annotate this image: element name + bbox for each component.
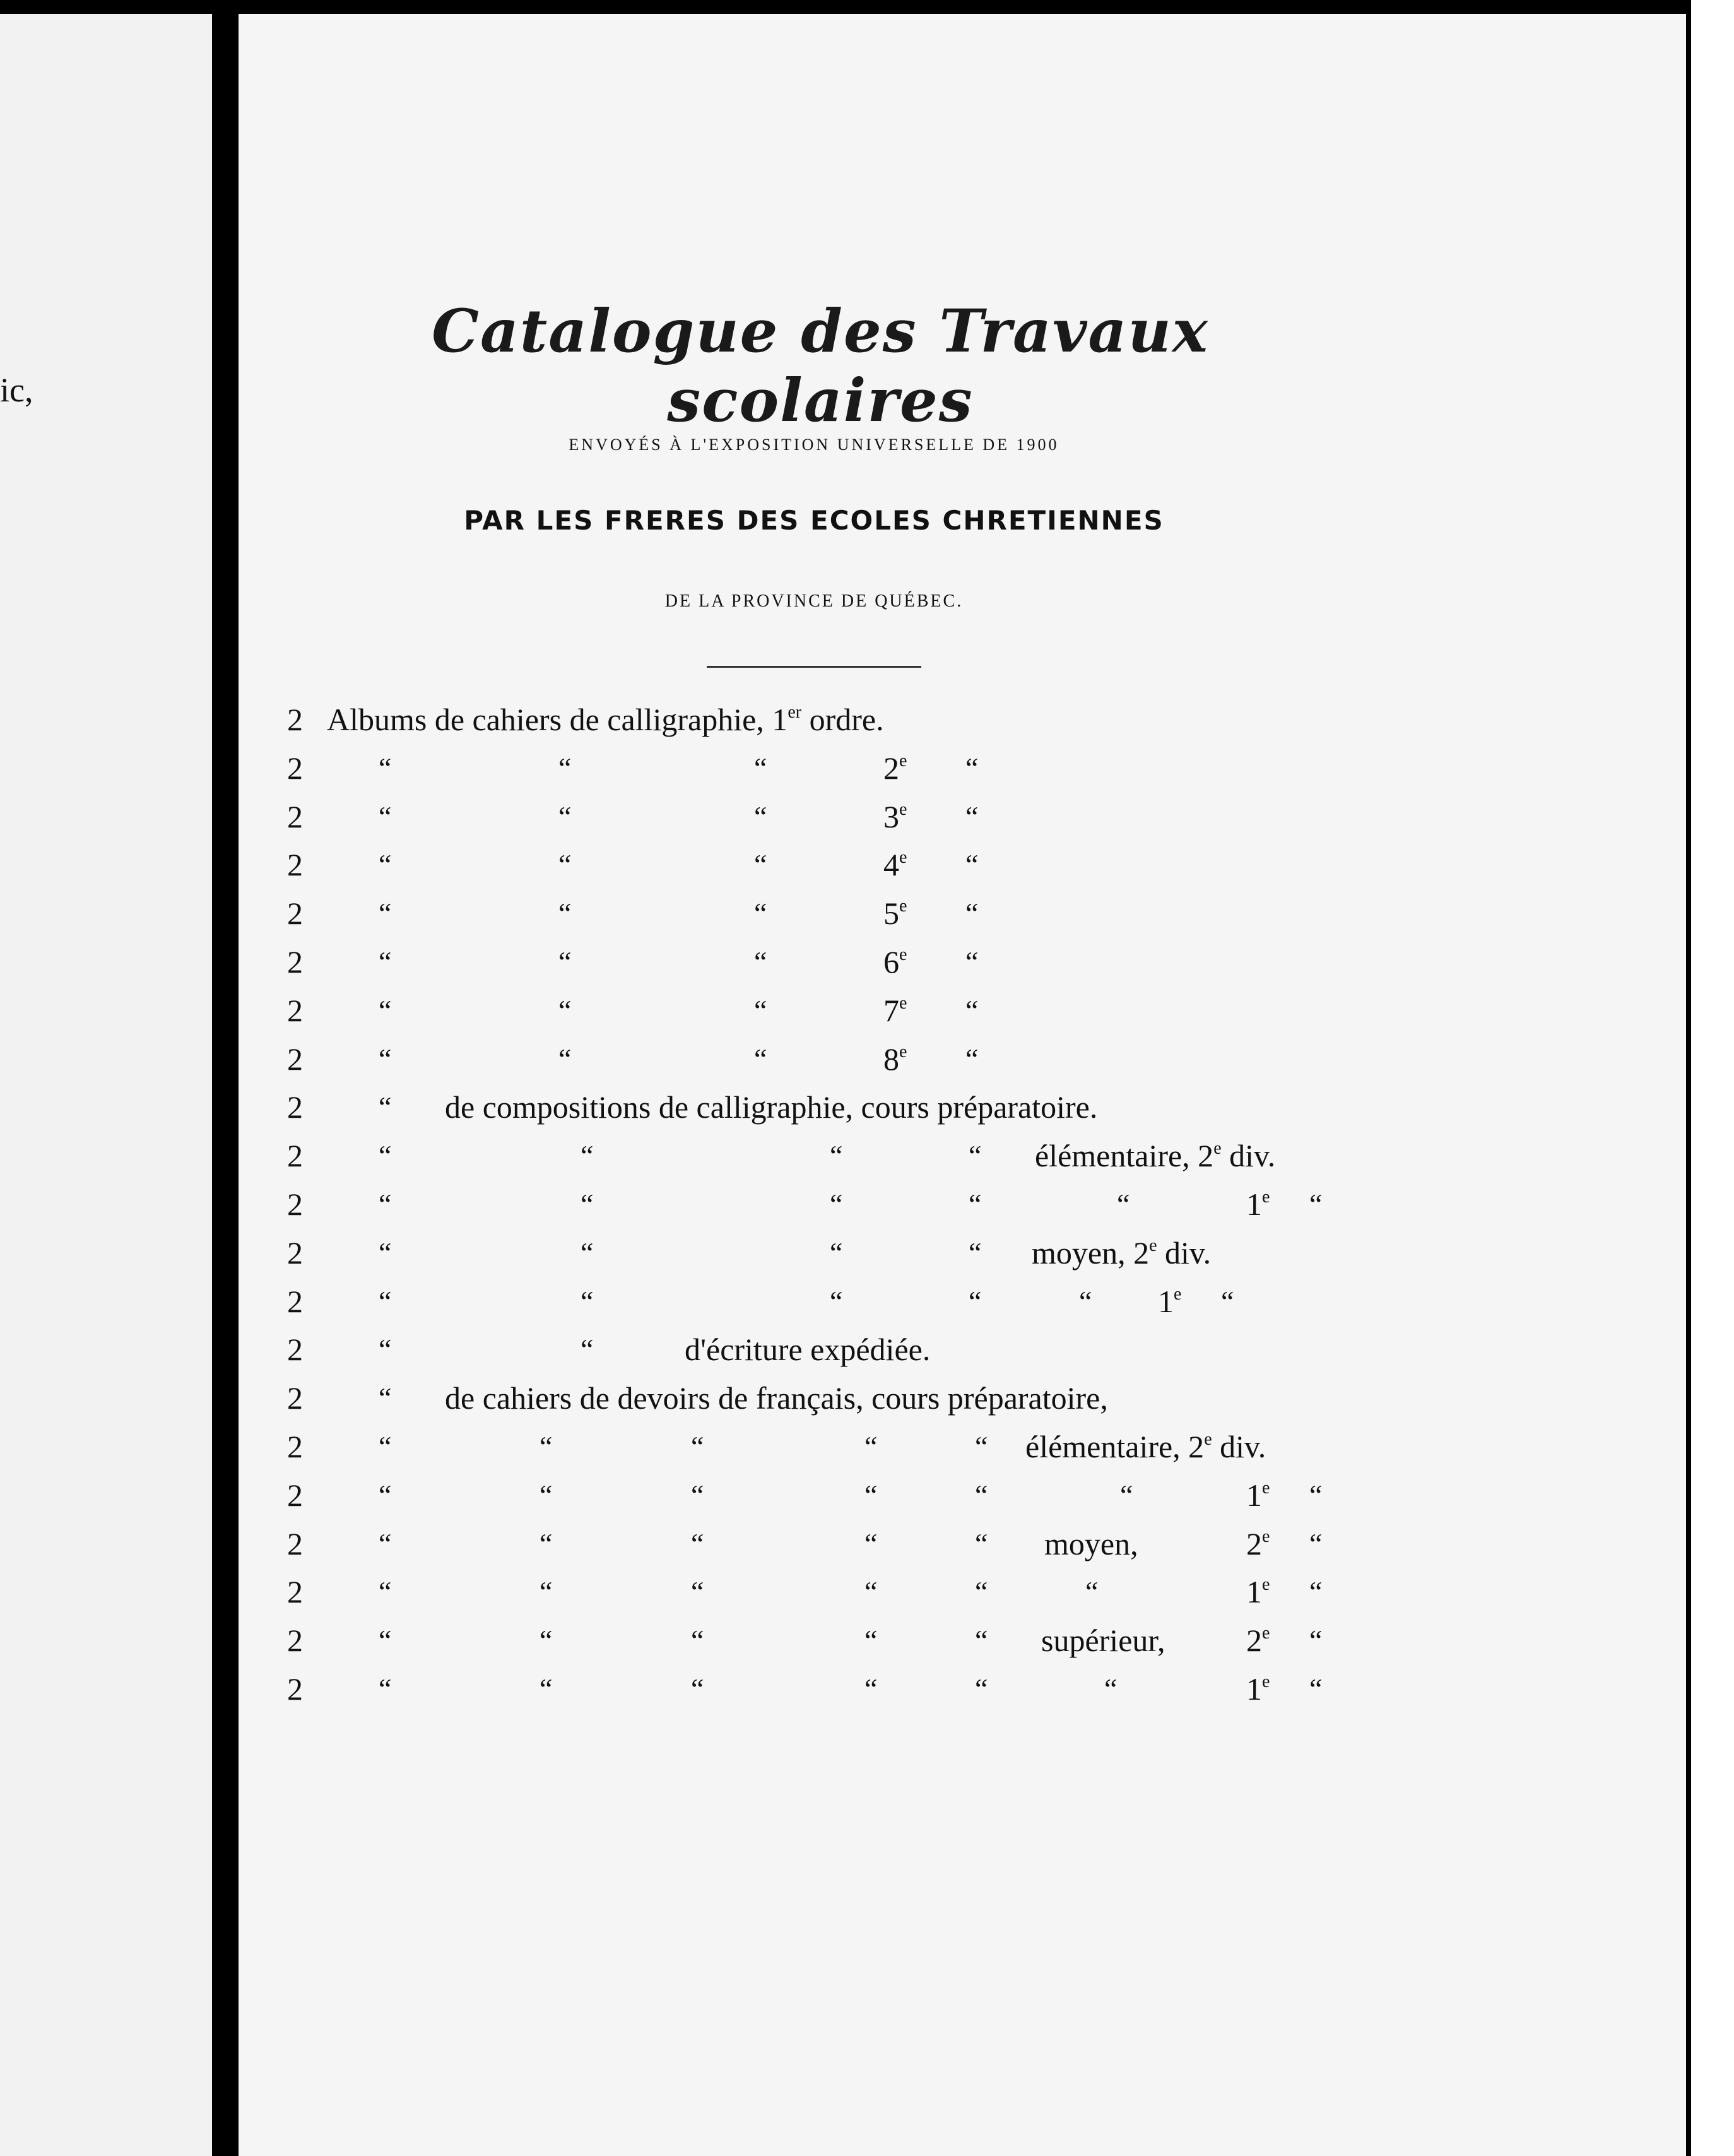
ditto-mark: “ xyxy=(379,1527,392,1560)
catalogue-row xyxy=(0,1424,1734,1469)
quantity: 2 xyxy=(287,896,303,932)
ditto-mark: “ xyxy=(379,1139,392,1172)
ordinal-suffix: e xyxy=(899,993,907,1013)
ditto-mark: “ xyxy=(965,897,979,930)
catalogue-row xyxy=(0,1327,1734,1371)
catalogue-title: Catalogue des Travaux scolaires xyxy=(432,297,1209,435)
item-description: 1e xyxy=(1246,1477,1270,1513)
ditto-mark: “ xyxy=(581,1284,594,1317)
ditto-mark: “ xyxy=(691,1624,704,1657)
quantity: 2 xyxy=(287,1283,303,1319)
catalogue-row xyxy=(0,1667,1734,1711)
ditto-mark: “ xyxy=(830,1236,843,1269)
catalogue-row xyxy=(0,891,1734,935)
catalogue-row xyxy=(0,1522,1734,1566)
ditto-mark: “ xyxy=(754,993,767,1026)
ditto-mark: “ xyxy=(1104,1673,1118,1705)
quantity: 2 xyxy=(287,750,303,786)
ditto-mark: “ xyxy=(830,1139,843,1172)
ditto-mark: “ xyxy=(864,1673,878,1705)
ditto-mark: “ xyxy=(1309,1478,1323,1511)
ordinal-suffix: e xyxy=(899,799,907,819)
catalogue-row xyxy=(0,1570,1734,1614)
ditto-mark: “ xyxy=(969,1236,982,1269)
ordinal-suffix: e xyxy=(1262,1187,1270,1207)
ditto-mark: “ xyxy=(975,1478,988,1511)
ditto-mark: “ xyxy=(379,1430,392,1462)
ditto-mark: “ xyxy=(379,1091,392,1123)
catalogue-row xyxy=(0,746,1734,790)
ditto-mark: “ xyxy=(864,1478,878,1511)
ditto-mark: “ xyxy=(1309,1673,1323,1705)
ditto-mark: “ xyxy=(864,1575,878,1608)
publisher-line: PAR LES FRERES DES ECOLES CHRETIENNES xyxy=(464,505,1164,536)
ditto-mark: “ xyxy=(691,1673,704,1705)
ditto-mark: “ xyxy=(830,1284,843,1317)
ditto-mark: “ xyxy=(1079,1284,1092,1317)
ditto-mark: “ xyxy=(1309,1624,1323,1657)
ordinal-suffix: e xyxy=(1262,1623,1270,1644)
ditto-mark: “ xyxy=(379,751,392,784)
ditto-mark: “ xyxy=(691,1575,704,1608)
header-divider xyxy=(707,666,921,668)
ditto-mark: “ xyxy=(965,751,979,784)
ditto-mark: “ xyxy=(379,800,392,832)
item-description: moyen, xyxy=(1044,1525,1138,1561)
catalogue-row xyxy=(0,697,1734,742)
ordinal-suffix: e xyxy=(1174,1284,1182,1304)
ditto-mark: “ xyxy=(558,993,572,1026)
ditto-mark: “ xyxy=(581,1188,594,1220)
quantity: 2 xyxy=(287,1041,303,1077)
ditto-mark: “ xyxy=(691,1478,704,1511)
catalogue-row xyxy=(0,1231,1734,1275)
item-description: 8e xyxy=(883,1041,907,1077)
quantity: 2 xyxy=(287,1235,303,1270)
item-description: 1e xyxy=(1246,1671,1270,1707)
catalogue-row xyxy=(0,1037,1734,1081)
ditto-mark: “ xyxy=(754,848,767,881)
item-description: 5e xyxy=(883,896,907,932)
item-description: 1e xyxy=(1158,1283,1182,1319)
ditto-mark: “ xyxy=(864,1527,878,1560)
ordinal-suffix: e xyxy=(899,896,907,916)
ditto-mark: “ xyxy=(1309,1188,1323,1220)
catalogue-row xyxy=(0,1182,1734,1226)
ditto-mark: “ xyxy=(965,800,979,832)
quantity: 2 xyxy=(287,702,303,737)
catalogue-row xyxy=(0,1473,1734,1517)
quantity: 2 xyxy=(287,1574,303,1610)
ditto-mark: “ xyxy=(379,1042,392,1075)
quantity: 2 xyxy=(287,1525,303,1561)
ordinal-suffix: e xyxy=(899,848,907,868)
quantity: 2 xyxy=(287,1477,303,1513)
item-description: 7e xyxy=(883,992,907,1028)
ditto-mark: “ xyxy=(754,1042,767,1075)
ditto-mark: “ xyxy=(1221,1284,1234,1317)
quantity: 2 xyxy=(287,992,303,1028)
catalogue-subtitle: ENVOYÉS À L'EXPOSITION UNIVERSELLE DE 1900 xyxy=(569,435,1059,454)
catalogue-row xyxy=(0,795,1734,839)
ditto-mark: “ xyxy=(558,848,572,881)
ordinal-suffix: e xyxy=(1262,1575,1270,1595)
ditto-mark: “ xyxy=(975,1673,988,1705)
ditto-mark: “ xyxy=(965,993,979,1026)
catalogue-row xyxy=(0,988,1734,1033)
ditto-mark: “ xyxy=(965,1042,979,1075)
ditto-mark: “ xyxy=(558,945,572,978)
item-description: 4e xyxy=(883,847,907,883)
catalogue-row xyxy=(0,1279,1734,1324)
ditto-mark: “ xyxy=(1120,1478,1133,1511)
ditto-mark: “ xyxy=(540,1624,553,1657)
ditto-mark: “ xyxy=(1085,1575,1099,1608)
ditto-mark: “ xyxy=(558,1042,572,1075)
item-description: 2e xyxy=(883,750,907,786)
ordinal-suffix: e xyxy=(899,945,907,964)
quantity: 2 xyxy=(287,1332,303,1368)
ditto-mark: “ xyxy=(558,897,572,930)
quantity: 2 xyxy=(287,1380,303,1416)
ditto-mark: “ xyxy=(754,945,767,978)
ditto-mark: “ xyxy=(581,1333,594,1366)
item-description: 1e xyxy=(1246,1574,1270,1610)
quantity: 2 xyxy=(287,1138,303,1174)
catalogue-row xyxy=(0,1134,1734,1178)
item-description: d'écriture expédiée. xyxy=(685,1332,931,1368)
quantity: 2 xyxy=(287,1623,303,1659)
ditto-mark: “ xyxy=(540,1478,553,1511)
ordinal-suffix: e xyxy=(1204,1430,1212,1449)
ordinal-suffix: er xyxy=(787,702,802,722)
previous-page-text-fragment: ic, xyxy=(0,371,33,409)
item-description: de compositions de calligraphie, cours préparatoire. xyxy=(445,1089,1098,1125)
catalogue-row xyxy=(0,940,1734,984)
ordinal-suffix: e xyxy=(899,1041,907,1062)
ditto-mark: “ xyxy=(558,800,572,832)
ditto-mark: “ xyxy=(754,751,767,784)
quantity: 2 xyxy=(287,1089,303,1125)
catalogue-row xyxy=(0,1376,1734,1420)
ditto-mark: “ xyxy=(975,1527,988,1560)
item-description: de cahiers de devoirs de français, cours préparatoire, xyxy=(445,1380,1108,1416)
ordinal-suffix: e xyxy=(1213,1139,1222,1159)
item-description: 1e xyxy=(1246,1187,1270,1222)
ditto-mark: “ xyxy=(379,1284,392,1317)
ditto-mark: “ xyxy=(691,1430,704,1462)
item-description: moyen, 2e div. xyxy=(1032,1235,1212,1270)
quantity: 2 xyxy=(287,798,303,834)
ditto-mark: “ xyxy=(379,1624,392,1657)
ditto-mark: “ xyxy=(540,1575,553,1608)
ditto-mark: “ xyxy=(379,993,392,1026)
catalogue-row xyxy=(0,1618,1734,1662)
ditto-mark: “ xyxy=(1117,1188,1130,1220)
ordinal-suffix: e xyxy=(1149,1235,1157,1255)
ditto-mark: “ xyxy=(379,1188,392,1220)
quantity: 2 xyxy=(287,1671,303,1707)
ditto-mark: “ xyxy=(965,945,979,978)
item-description: Albums de cahiers de calligraphie, 1er ordre. xyxy=(327,702,884,737)
ditto-mark: “ xyxy=(864,1624,878,1657)
ordinal-suffix: e xyxy=(1262,1478,1270,1498)
ditto-mark: “ xyxy=(754,897,767,930)
ditto-mark: “ xyxy=(975,1624,988,1657)
ditto-mark: “ xyxy=(1309,1575,1323,1608)
ditto-mark: “ xyxy=(379,945,392,978)
ditto-mark: “ xyxy=(379,897,392,930)
ditto-mark: “ xyxy=(540,1430,553,1462)
ditto-mark: “ xyxy=(1309,1527,1323,1560)
ditto-mark: “ xyxy=(379,1382,392,1414)
ditto-mark: “ xyxy=(969,1284,982,1317)
ditto-mark: “ xyxy=(379,848,392,881)
item-description: 2e xyxy=(1246,1525,1270,1561)
ordinal-suffix: e xyxy=(1262,1526,1270,1546)
catalogue-row xyxy=(0,1085,1734,1129)
quantity: 2 xyxy=(287,1187,303,1222)
item-description: 6e xyxy=(883,944,907,980)
ditto-mark: “ xyxy=(379,1236,392,1269)
ditto-mark: “ xyxy=(379,1673,392,1705)
item-description: élémentaire, 2e div. xyxy=(1035,1138,1276,1174)
ditto-mark: “ xyxy=(379,1333,392,1366)
ditto-mark: “ xyxy=(864,1430,878,1462)
ordinal-suffix: e xyxy=(899,750,907,771)
ditto-mark: “ xyxy=(379,1575,392,1608)
ditto-mark: “ xyxy=(969,1188,982,1220)
ditto-mark: “ xyxy=(969,1139,982,1172)
ditto-mark: “ xyxy=(540,1527,553,1560)
ditto-mark: “ xyxy=(581,1236,594,1269)
catalogue-row xyxy=(0,843,1734,887)
ditto-mark: “ xyxy=(975,1430,988,1462)
ordinal-suffix: e xyxy=(1262,1672,1270,1691)
ditto-mark: “ xyxy=(540,1673,553,1705)
item-description: élémentaire, 2e div. xyxy=(1025,1429,1266,1464)
ditto-mark: “ xyxy=(754,800,767,832)
quantity: 2 xyxy=(287,1429,303,1464)
item-description: supérieur, xyxy=(1041,1623,1165,1659)
ditto-mark: “ xyxy=(830,1188,843,1220)
ditto-mark: “ xyxy=(558,751,572,784)
region-line: DE LA PROVINCE DE QUÉBEC. xyxy=(664,591,964,611)
ditto-mark: “ xyxy=(975,1575,988,1608)
ditto-mark: “ xyxy=(379,1478,392,1511)
item-description: 2e xyxy=(1246,1623,1270,1659)
ditto-mark: “ xyxy=(581,1139,594,1172)
quantity: 2 xyxy=(287,847,303,883)
ditto-mark: “ xyxy=(965,848,979,881)
item-description: 3e xyxy=(883,798,907,834)
quantity: 2 xyxy=(287,944,303,980)
top-border xyxy=(0,0,1734,14)
ditto-mark: “ xyxy=(691,1527,704,1560)
